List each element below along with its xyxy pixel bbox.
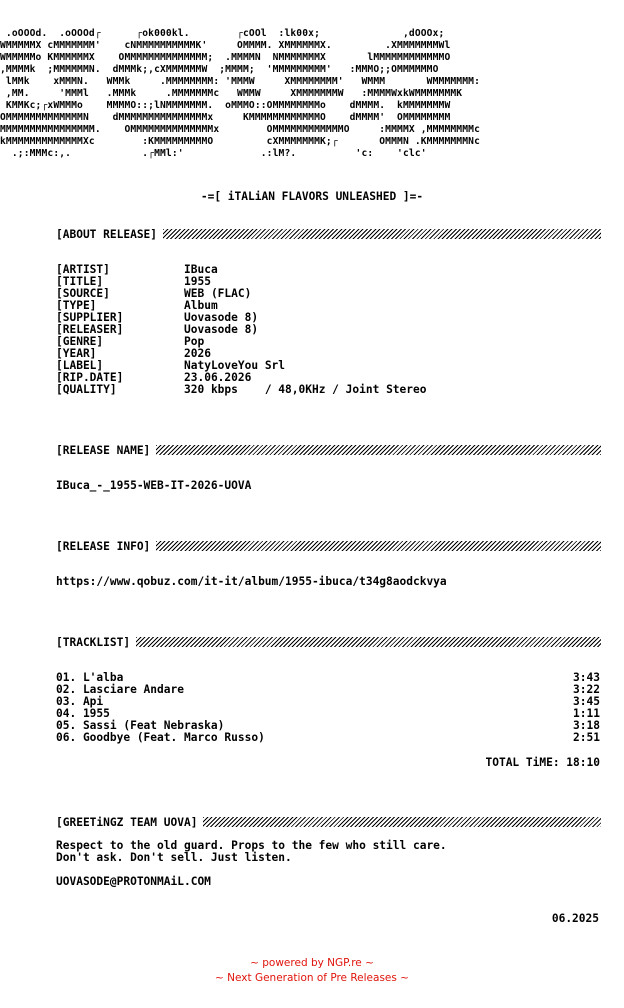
release-date-footer: 06.2025 (551, 912, 599, 925)
about-value: Uovasode 8) (184, 323, 259, 336)
about-row-year (56, 348, 601, 360)
section-title-release-info: [RELEASE INFO] (56, 539, 151, 553)
section-title-release-name: [RELEASE NAME] (56, 443, 151, 457)
track-title: 01. L'alba (56, 671, 124, 684)
about-key: [TITLE] (56, 275, 104, 288)
footer-tagline: ~ Next Generation of Pre Releases ~ (215, 972, 409, 984)
about-release-list (56, 264, 601, 396)
about-row-type (56, 300, 601, 312)
tracklist (56, 672, 600, 744)
about-value: 2026 (184, 347, 211, 360)
track-title: 06. Goodbye (Feat. Marco Russo) (56, 731, 265, 744)
about-key: [TYPE] (56, 299, 97, 312)
track-row (56, 732, 600, 744)
track-row (56, 684, 600, 696)
track-time: 1:11 (573, 707, 600, 720)
release-name-value: IBuca_-_1955-WEB-IT-2026-UOVA (56, 479, 252, 492)
about-row-quality (56, 384, 601, 396)
track-time: 3:45 (573, 695, 600, 708)
track-time: 2:51 (573, 731, 600, 744)
track-time: 3:22 (573, 683, 600, 696)
hatch-divider (156, 541, 601, 551)
hatch-divider (156, 445, 601, 455)
about-row-genre (56, 336, 601, 348)
about-value: NatyLoveYou Srl (184, 359, 286, 372)
ascii-art-logo: .oOOOd. .oOOOd┌ ┌ok000kl. ┌cOOl :lk00x; ,dOOOx; WMMMMMX cMMMMMMM' cNMMMMMMMMMMK' OMMMM. XMMMMMMX. .XMMMMMMMWl WMMMMMo KMMMMMMX OMMMMMMMMMMMMMM; .MMMMN NMMMMMMMX lMMMMMMMMMMMMO ,MMMMk ;MMMMMMN. dMMMk;,cXMMMMMMW ;MMMM; 'MMMMMMMMM' :MMMO;;OMMMMMMO lMMk xMMMN. WMMk .MMMMMMMM: 'MMMW XMMMMMMMM' WMMM WMMMMMMM: ,MM. 'MMMl .MMMk .MMMMMMMc WMMW XMMMMMMMW :MMMMWxkWMMMMMMMK KMMKc;┌xWMMMo MMMMO::;lNMMMMMMM. oMMMO::OMMMMMMMMo dMMMM. kMMMMMMMW OMMMMMMMMMMMMMN dMMMMMMMMMMMMMMMx KMMMMMMMMMMMMO dMMMM' OMMMMMMMM MMMMMMMMMMMMMMMM. OMMMMMMMMMMMMMMx OMMMMMMMMMMMMO :MMMMX ,MMMMMMMMc kMMMMMMMMMMMMMXc :KMMMMMMMMMO cXMMMMMMMK;┌ OMMMN .KMMMMMMMNc .;:MMMc:,. .┌MMl:' .:lM?. 'c: 'clc' (0, 28, 480, 159)
section-header-release-info (56, 539, 601, 553)
contact-email: UOVASODE@PROTONMAiL.COM (56, 875, 211, 888)
about-key: [GENRE] (56, 335, 104, 348)
hatch-divider (203, 817, 601, 827)
about-row-label (56, 360, 601, 372)
about-key: [YEAR] (56, 347, 97, 360)
about-value: Uovasode 8) (184, 311, 259, 324)
about-key: [ARTIST] (56, 263, 110, 276)
about-key: [RELEASER] (56, 323, 124, 336)
track-title: 02. Lasciare Andare (56, 683, 184, 696)
track-time: 3:18 (573, 719, 600, 732)
track-title: 03. Api (56, 695, 104, 708)
track-title: 05. Sassi (Feat Nebraska) (56, 719, 225, 732)
about-key: [QUALITY] (56, 383, 117, 396)
section-title-tracklist: [TRACKLIST] (56, 635, 131, 649)
about-value: Album (184, 299, 218, 312)
section-header-release-name (56, 443, 601, 457)
release-info-url: https://www.qobuz.com/it-it/album/1955-ibuca/t34g8aodckvya (56, 575, 447, 588)
about-key: [SUPPLIER] (56, 311, 124, 324)
total-time: TOTAL TiME: 18:10 (485, 756, 600, 769)
about-value: 1955 (184, 275, 211, 288)
greetings-line: Respect to the old guard. Props to the few who still care. (56, 839, 447, 852)
about-value: Pop (184, 335, 205, 348)
about-row-releaser (56, 324, 601, 336)
greetings-line: Don't ask. Don't sell. Just listen. (56, 851, 292, 864)
about-row-source (56, 288, 601, 300)
footer-powered-by: ~ powered by NGP.re ~ (250, 957, 374, 969)
about-row-artist (56, 264, 601, 276)
about-key: [SOURCE] (56, 287, 110, 300)
about-value: 23.06.2026 (184, 371, 252, 384)
track-time: 3:43 (573, 671, 600, 684)
section-header-tracklist (56, 635, 601, 649)
tagline: -=[ iTALiAN FLAVORS UNLEASHED ]=- (200, 190, 424, 203)
section-title-about: [ABOUT RELEASE] (56, 227, 158, 241)
track-title: 04. 1955 (56, 707, 110, 720)
section-header-about (56, 227, 601, 241)
hatch-divider (163, 229, 601, 239)
about-key: [LABEL] (56, 359, 104, 372)
track-row (56, 696, 600, 708)
about-value: 320 kbps / 48,0KHz / Joint Stereo (184, 383, 427, 396)
about-value: IBuca (184, 263, 218, 276)
about-row-title (56, 276, 601, 288)
hatch-divider (136, 637, 601, 647)
about-key: [RIP.DATE] (56, 371, 124, 384)
section-header-greetings (56, 815, 601, 829)
about-row-supplier (56, 312, 601, 324)
about-value: WEB (FLAC) (184, 287, 252, 300)
section-title-greetings: [GREETiNGZ TEAM UOVA] (56, 815, 198, 829)
